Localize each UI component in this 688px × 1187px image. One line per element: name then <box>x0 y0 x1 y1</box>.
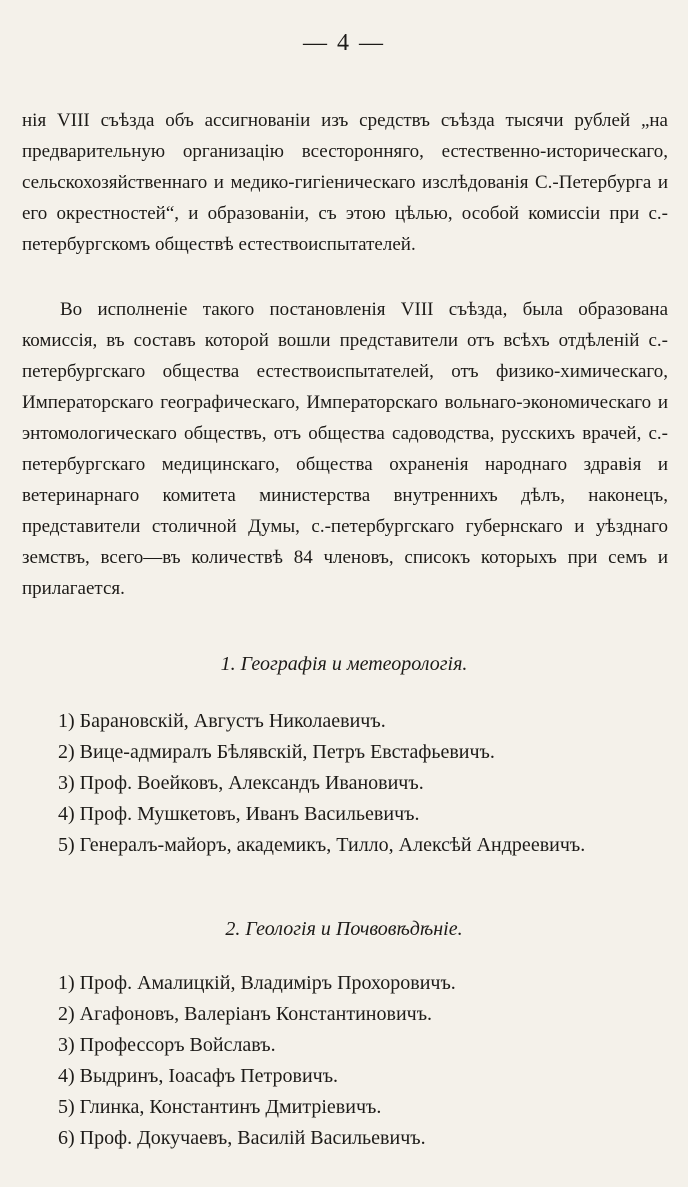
list-item: 2) Вице-адмиралъ Бѣлявскій, Петръ Евстафьевичъ. <box>58 741 495 763</box>
section-title-geology: 2. Геологія и Почвовѣдѣніе. <box>225 918 463 940</box>
list-item: 1) Проф. Амалицкій, Владиміръ Прохоровичъ. <box>58 972 456 994</box>
paragraph-2: Во исполненіе такого постановленія VIII съѣзда, была образована комиссія, въ составъ которой вошли представители отъ всѣхъ отдѣленій с.-петербургскаго общества естествоиспытателей, отъ физико-химическаго, Императорскаго географическаго, Императорскаго вольнаго-экономическаго и энтомологическаго обществъ, отъ общества садоводства, русскихъ врачей, с.-петербургскаго медицинскаго, общества охраненія народнаго здравія и ветеринарнаго комитета министерства внутреннихъ дѣлъ, наконецъ, представители столичной Думы, с.-петербургскаго губернскаго и уѣзднаго земствъ, всего—въ количествѣ 84 членовъ, списокъ которыхъ при семъ и прилагается. <box>22 299 668 599</box>
member-list-geology <box>58 968 678 1154</box>
page-number: — 4 — <box>303 30 385 56</box>
paragraph-1: нія VIII съѣзда объ ассигнованіи изъ средствъ съѣзда тысячи рублей „на предварительную организацію всесторонняго, естественно-историческаго, сельскохозяйственнаго и медико-гигіеническаго изслѣдованія С.-Петербурга и его окрестностей“, и образованіи, съ этою цѣлью, особой комиссіи при с.-петербургскомъ обществѣ естествоиспытателей. <box>22 110 668 255</box>
list-item: 4) Выдринъ, Іоасафъ Петровичъ. <box>58 1065 339 1087</box>
list-item: 5) Генералъ-майоръ, академикъ, Тилло, Алексѣй Андреевичъ. <box>58 834 586 856</box>
list-item: 4) Проф. Мушкетовъ, Иванъ Васильевичъ. <box>58 803 420 825</box>
list-item: 3) Проф. Воейковъ, Александъ Ивановичъ. <box>58 772 424 794</box>
section-title-geography: 1. Географія и метеорологія. <box>220 653 468 675</box>
list-item: 3) Профессоръ Войславъ. <box>58 1034 276 1056</box>
list-item: 2) Агафоновъ, Валеріанъ Константиновичъ. <box>58 1003 433 1025</box>
list-item: 6) Проф. Докучаевъ, Василій Васильевичъ. <box>58 1127 426 1149</box>
list-item: 5) Глинка, Константинъ Дмитріевичъ. <box>58 1096 382 1118</box>
list-item: 1) Барановскій, Августъ Николаевичъ. <box>58 710 386 732</box>
member-list-geography <box>58 706 678 861</box>
